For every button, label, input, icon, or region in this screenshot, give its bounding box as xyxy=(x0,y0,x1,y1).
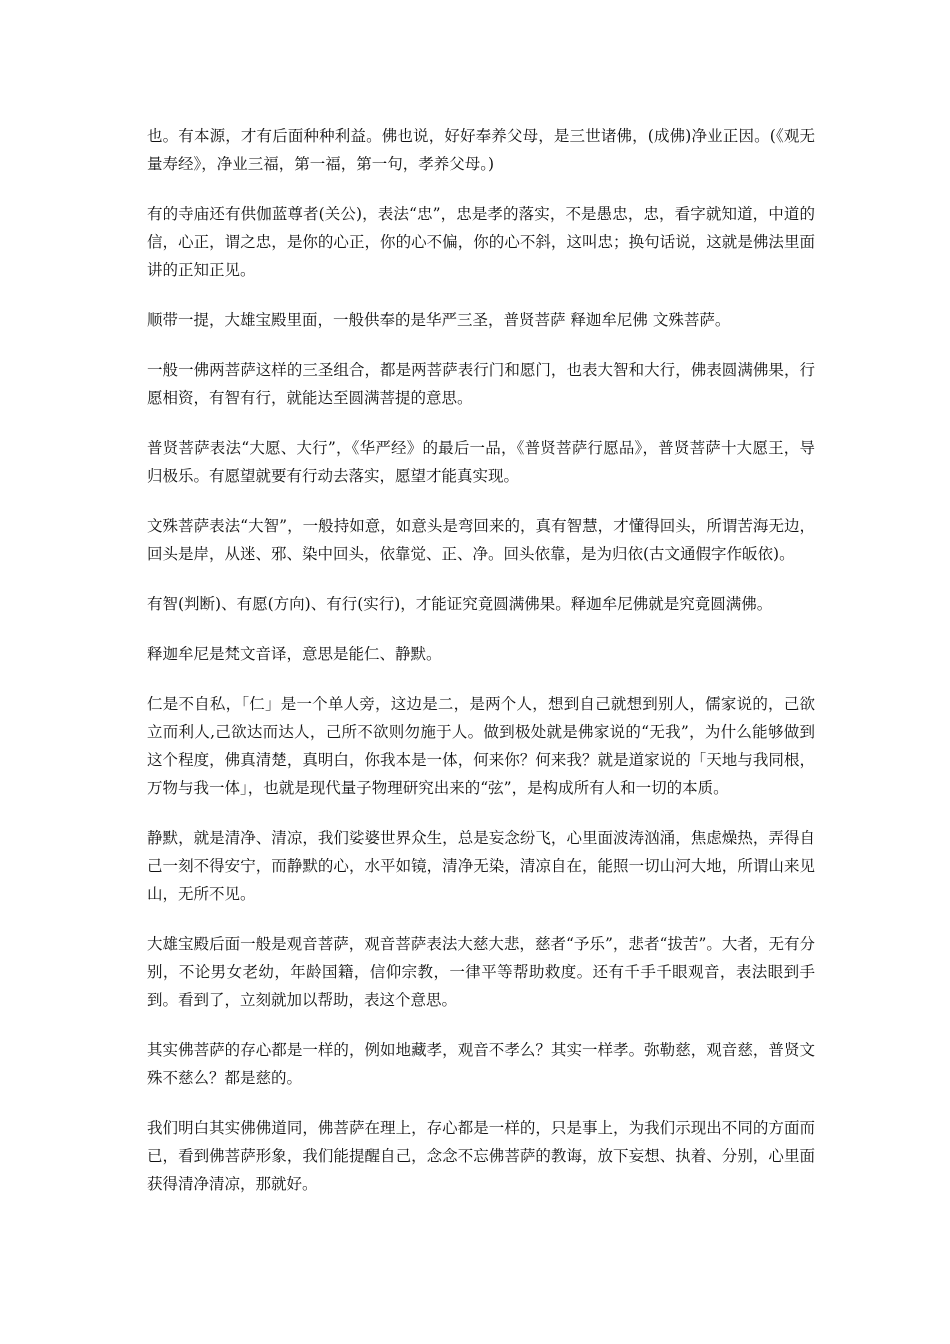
paragraph-2: 有的寺庙还有供伽蓝尊者(关公)，表法“忠”，忠是孝的落实，不是愚忠，忠，看字就知道，中道的信，心正，谓之忠，是你的心正，你的心不偏，你的心不斜，这叫忠；换句话说，这就是佛法里面讲的正知正见。 xyxy=(147,205,815,279)
paragraph-8: 释迦牟尼是梵文音译，意思是能仁、静默。 xyxy=(147,645,442,663)
paragraph-12: 其实佛菩萨的存心都是一样的，例如地藏孝，观音不孝么？其实一样孝。弥勒慈，观音慈，普贤文殊不慈么？都是慈的。 xyxy=(147,1041,815,1087)
paragraph-1: 也。有本源，才有后面种种利益。佛也说，好好奉养父母，是三世诸佛，(成佛)净业正因。(《观无量寿经》，净业三福，第一福，第一句，孝养父母。) xyxy=(147,127,815,173)
paragraph-5: 普贤菩萨表法“大愿、大行”，《华严经》的最后一品，《普贤菩萨行愿品》，普贤菩萨十大愿王，导归极乐。有愿望就要有行动去落实，愿望才能真实现。 xyxy=(147,439,815,485)
paragraph-9: 仁是不自私，「仁」是一个单人旁，这边是二，是两个人，想到自己就想到别人，儒家说的，己欲立而利人,己欲达而达人，己所不欲则勿施于人。做到极处就是佛家说的“无我”，为什么能够做到这个程度，佛真清楚，真明白，你我本是一体，何来你？何来我？就是道家说的「天地与我同根，万物与我一体」，也就是现代量子物理研究出来的“弦”，是构成所有人和一切的本质。 xyxy=(147,695,815,797)
paragraph-13: 我们明白其实佛佛道同，佛菩萨在理上，存心都是一样的，只是事上，为我们示现出不同的方面而已，看到佛菩萨形象，我们能提醒自己，念念不忘佛菩萨的教诲，放下妄想、执着、分别，心里面获得清净清凉，那就好。 xyxy=(147,1119,815,1193)
paragraph-4: 一般一佛两菩萨这样的三圣组合，都是两菩萨表行门和愿门，也表大智和大行，佛表圆满佛果，行愿相资，有智有行，就能达至圆满菩提的意思。 xyxy=(147,361,815,407)
paragraph-7: 有智(判断)、有愿(方向)、有行(实行)，才能证究竟圆满佛果。释迦牟尼佛就是究竟圆满佛。 xyxy=(147,595,773,613)
paragraph-11: 大雄宝殿后面一般是观音菩萨，观音菩萨表法大慈大悲，慈者“予乐”，悲者“拔苦”。大者，无有分别，不论男女老幼，年龄国籍，信仰宗教，一律平等帮助救度。还有千手千眼观音，表法眼到手到。看到了，立刻就加以帮助，表这个意思。 xyxy=(147,935,815,1009)
document-body xyxy=(147,122,815,1220)
paragraph-6: 文殊菩萨表法“大智”，一般持如意，如意头是弯回来的，真有智慧，才懂得回头，所谓苦海无边，回头是岸，从迷、邪、染中回头，依靠觉、正、净。回头依靠，是为归依(古文通假字作皈依)。 xyxy=(147,517,815,563)
paragraph-3: 顺带一提，大雄宝殿里面，一般供奉的是华严三圣，普贤菩萨 释迦牟尼佛 文殊菩萨。 xyxy=(147,311,731,329)
paragraph-10: 静默，就是清净、清凉，我们娑婆世界众生，总是妄念纷飞，心里面波涛汹涌，焦虑燥热，弄得自己一刻不得安宁，而静默的心，水平如镜，清净无染，清凉自在，能照一切山河大地，所谓山来见山，无所不见。 xyxy=(147,829,815,903)
